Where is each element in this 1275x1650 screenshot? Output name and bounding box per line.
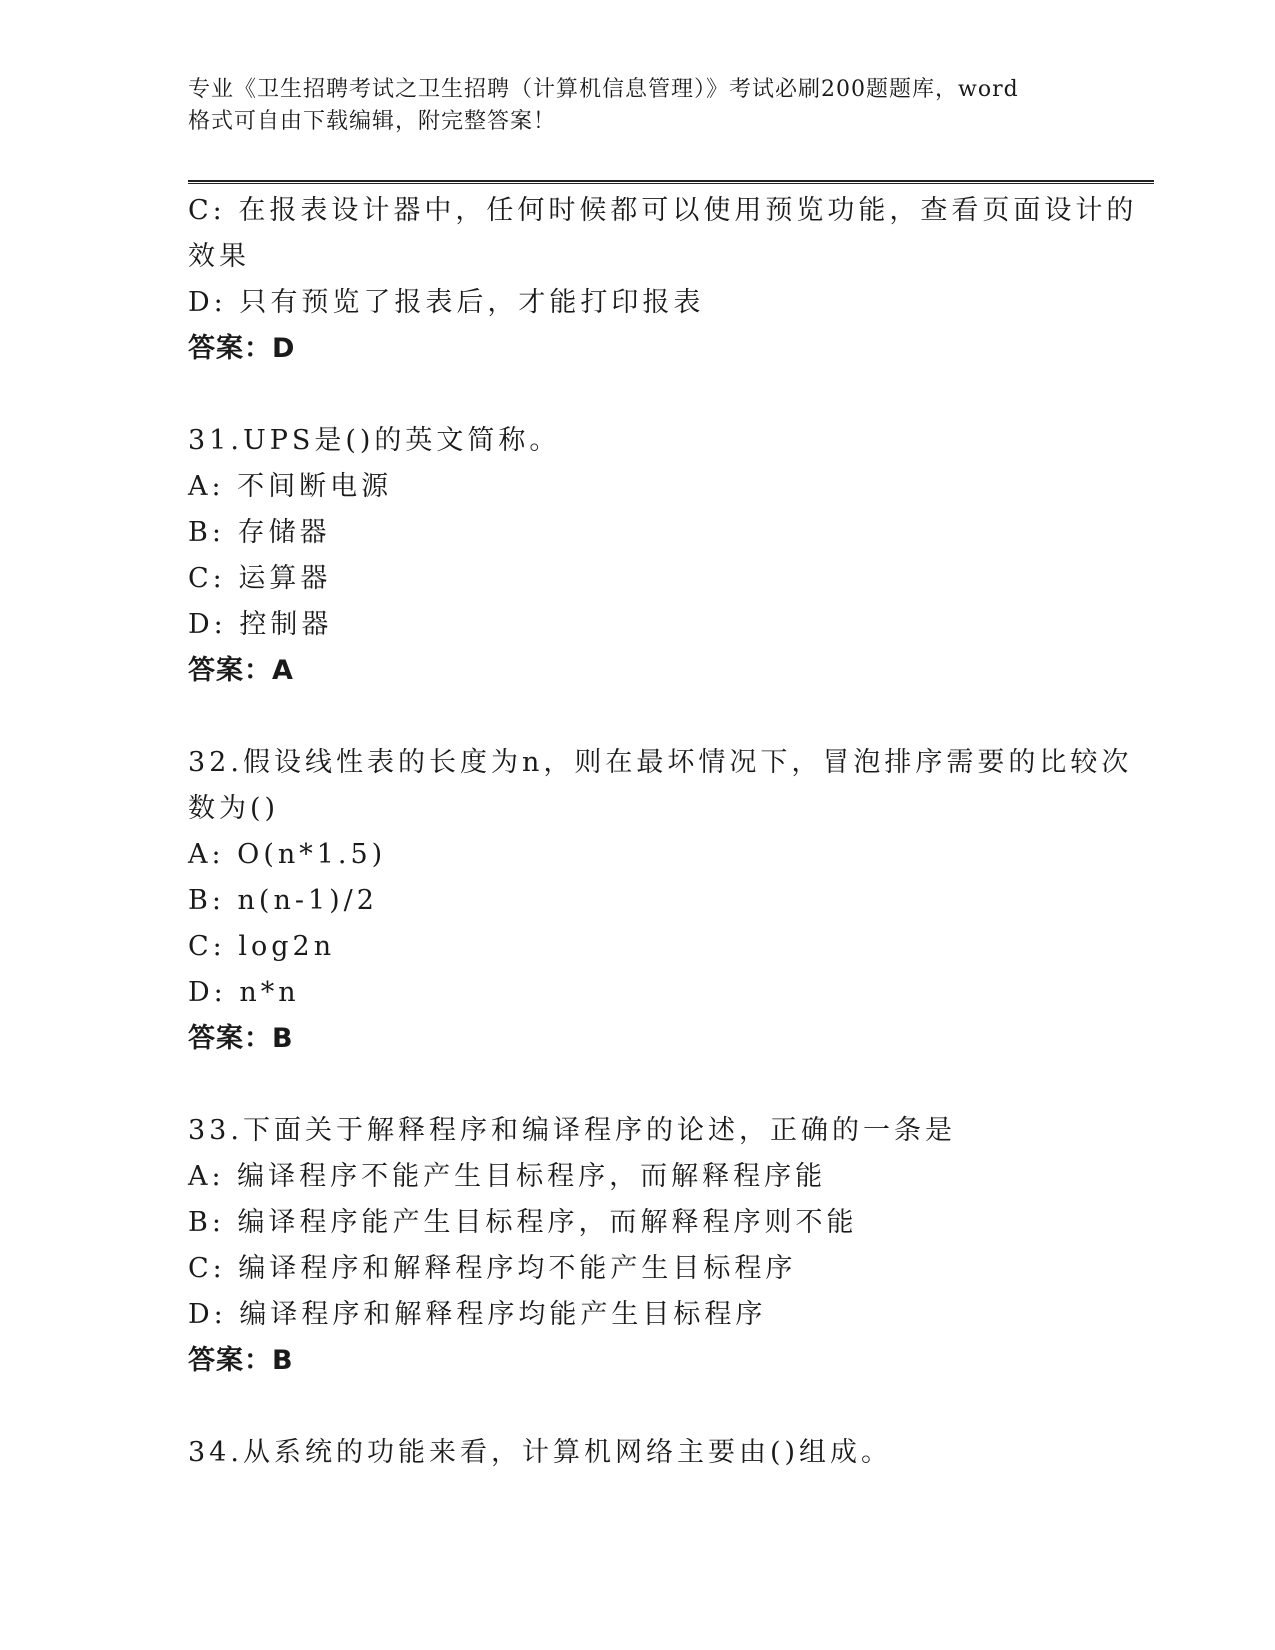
text-line: 效果 xyxy=(188,241,250,272)
header-line-1: 专业《卫生招聘考试之卫生招聘（计算机信息管理）》考试必刷200题题库，word xyxy=(188,77,1019,102)
answer-line: 答案：B xyxy=(188,1023,294,1054)
text-line: D: n*n xyxy=(188,977,300,1008)
answer-line: 答案：B xyxy=(188,1345,294,1376)
answer-line: 答案：D xyxy=(188,333,296,364)
text-line: A: 编译程序不能产生目标程序，而解释程序能 xyxy=(188,1161,827,1192)
text-line: B: 编译程序能产生目标程序，而解释程序则不能 xyxy=(188,1207,858,1238)
text-line: 33.下面关于解释程序和编译程序的论述，正确的一条是 xyxy=(188,1115,956,1146)
text-line: B: n(n-1)/2 xyxy=(188,885,378,916)
text-line: 31.UPS是()的英文简称。 xyxy=(188,425,561,456)
blank-spacer xyxy=(188,694,1088,740)
text-line: D: 控制器 xyxy=(188,609,333,640)
text-line: 34.从系统的功能来看，计算机网络主要由()组成。 xyxy=(188,1437,893,1468)
text-line: C: log2n xyxy=(188,931,336,962)
text-line: C: 在报表设计器中，任何时候都可以使用预览功能，查看页面设计的 xyxy=(188,195,1138,226)
blank-spacer xyxy=(188,1062,1088,1108)
text-line: A: O(n*1.5) xyxy=(188,839,387,870)
document-header xyxy=(188,74,1088,138)
text-line: 32.假设线性表的长度为n，则在最坏情况下，冒泡排序需要的比较次 xyxy=(188,747,1133,778)
answer-line: 答案：A xyxy=(188,655,294,686)
text-line: 数为() xyxy=(188,793,280,824)
question-content xyxy=(188,188,1138,1476)
text-line: D: 只有预览了报表后，才能打印报表 xyxy=(188,287,705,318)
text-line: B: 存储器 xyxy=(188,517,331,548)
text-line: C: 运算器 xyxy=(188,563,332,594)
blank-spacer xyxy=(188,372,1088,418)
text-line: C: 编译程序和解释程序均不能产生目标程序 xyxy=(188,1253,797,1284)
header-divider xyxy=(188,180,1154,184)
text-line: D: 编译程序和解释程序均能产生目标程序 xyxy=(188,1299,767,1330)
text-line: A: 不间断电源 xyxy=(188,471,393,502)
blank-spacer xyxy=(188,1384,1088,1430)
header-line-2: 格式可自由下载编辑，附完整答案！ xyxy=(188,109,557,134)
